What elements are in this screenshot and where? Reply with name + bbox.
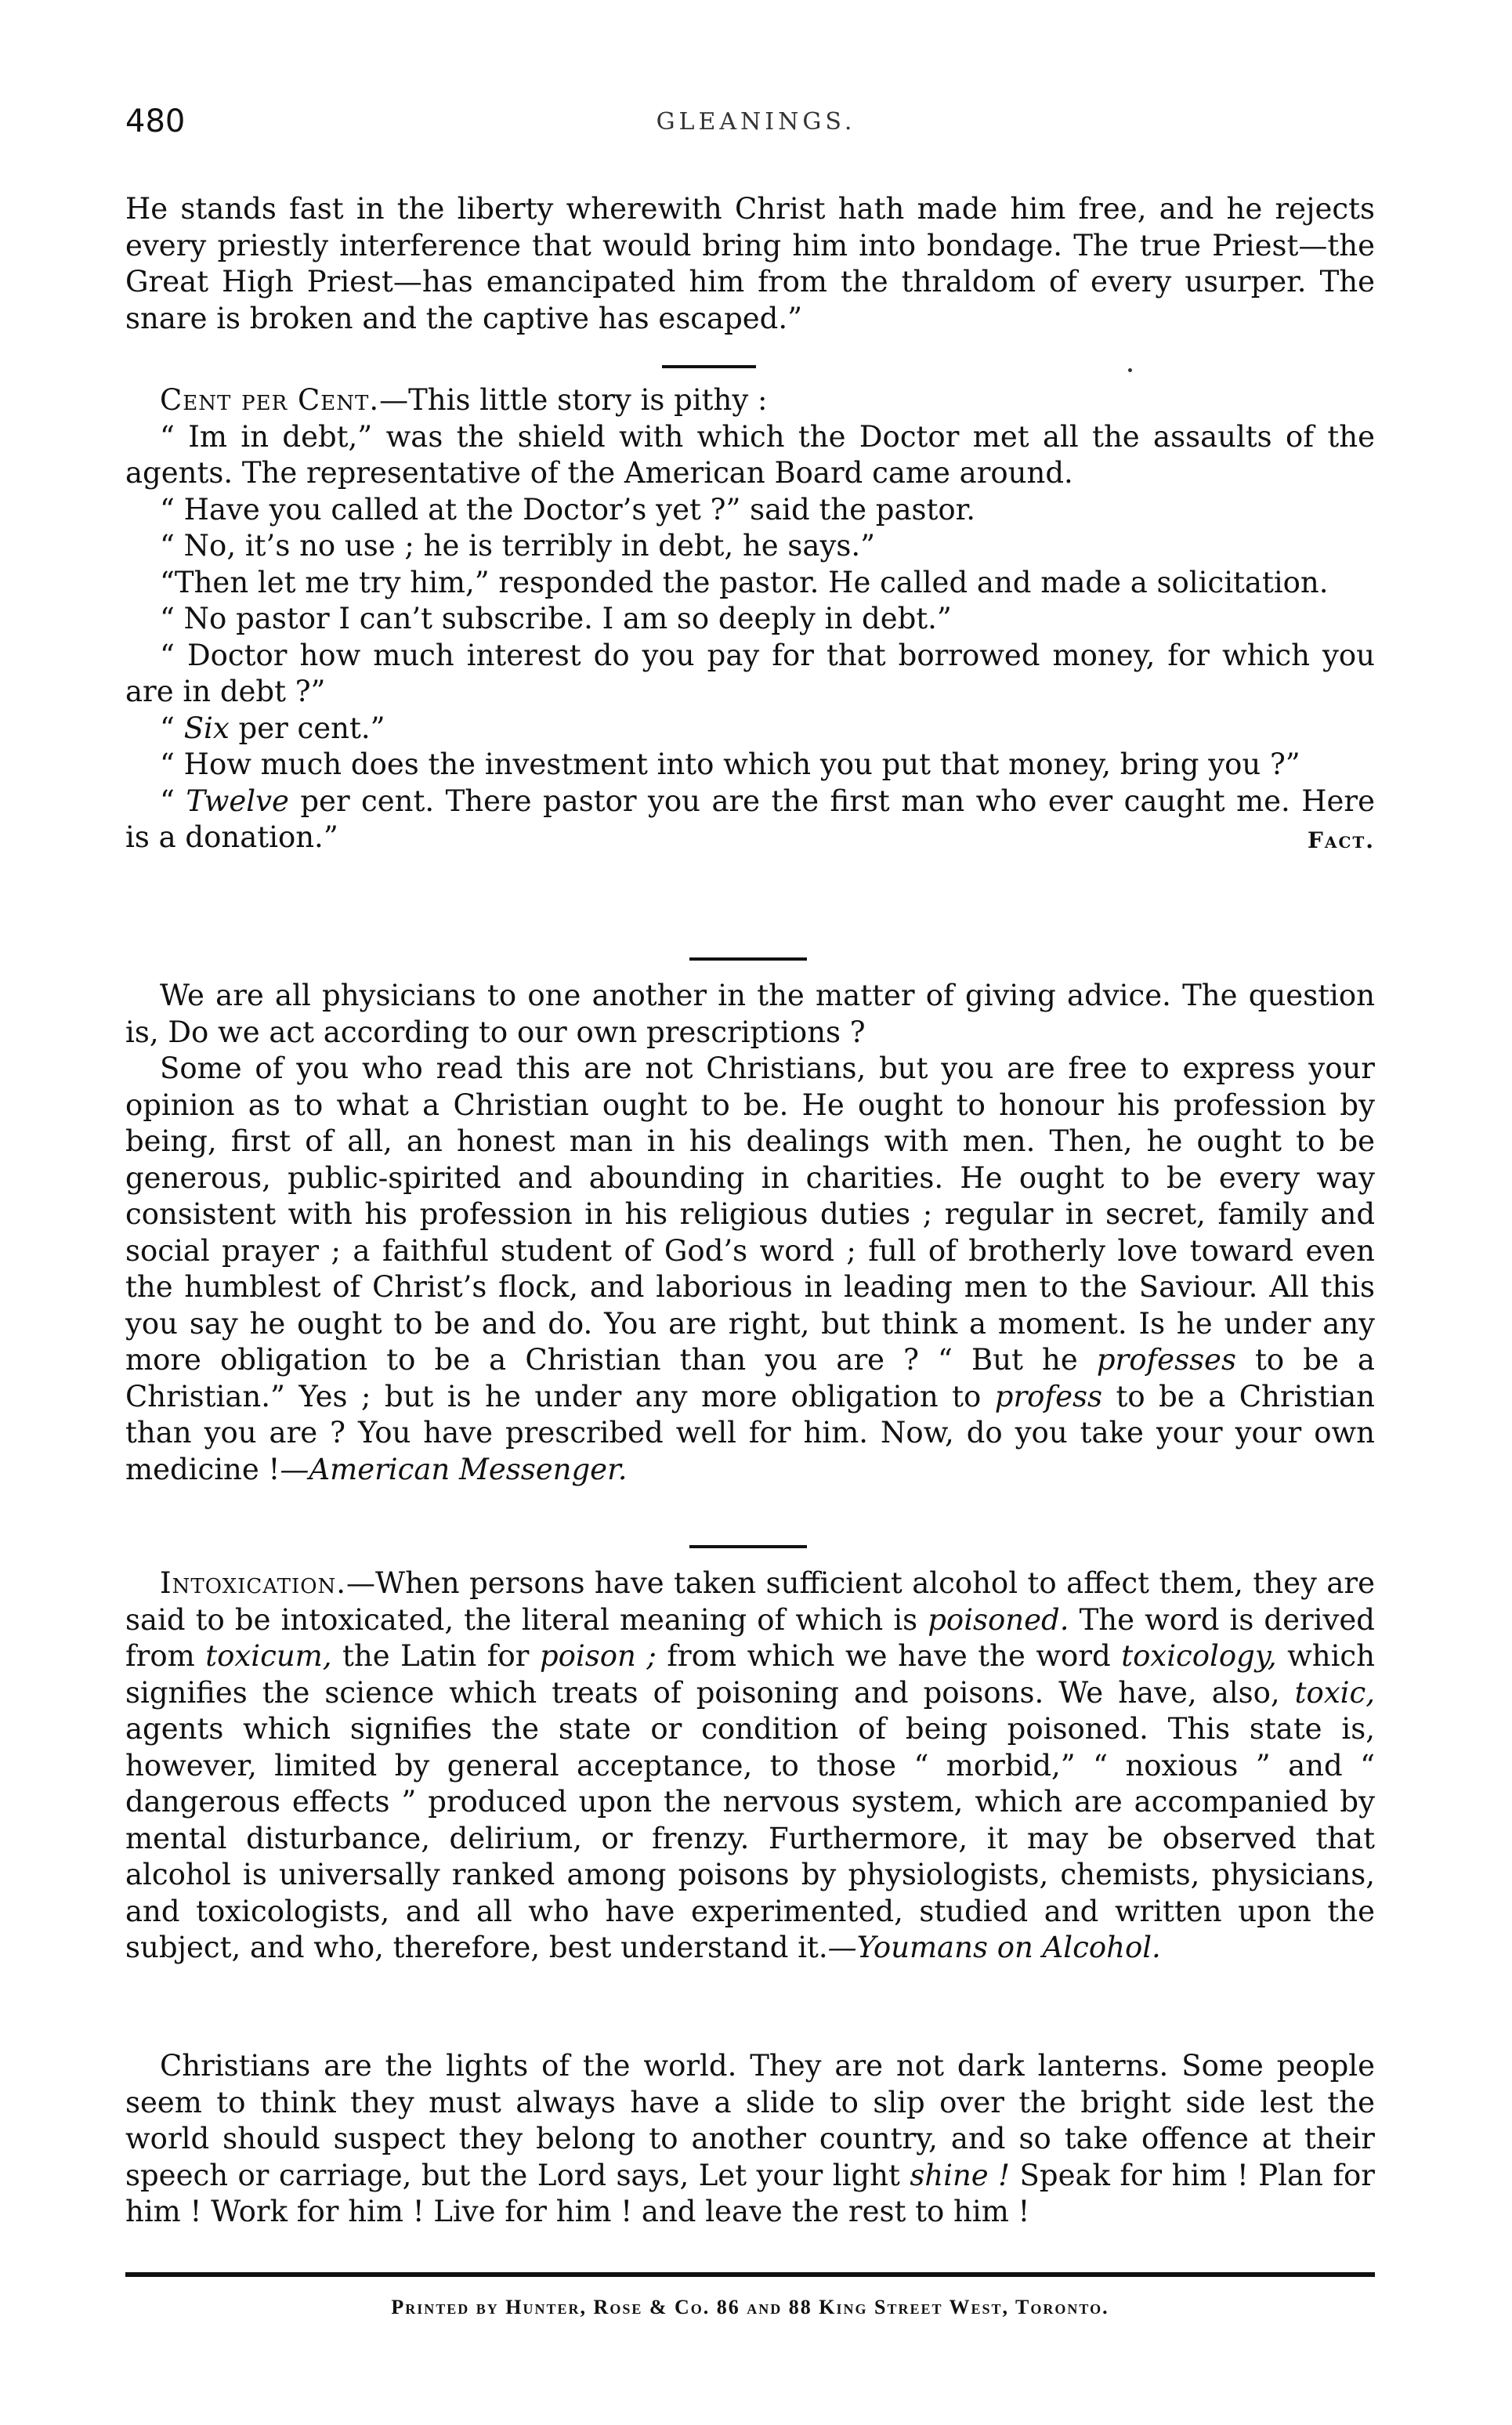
section-divider (662, 365, 756, 368)
dialogue-line: “ No, it’s no use ; he is terribly in debt, he says.” (160, 529, 876, 563)
section-divider (689, 1545, 807, 1548)
text-run: Some of you who read this are not Christians, but you are free to express your opinion as to what a Christian ought to be. He ought to honour his profession by being, first of all, an honest man in his dealings with men. Then, he ought to be generous, public-spirited and abounding in charities. He ought to be every way consistent with his profession in his religious duties ; regular in secret, family and social prayer ; a faithful student of God’s word ; full of brotherly love toward even the humblest of Christ’s flock, and laborious in leading men to the Saviour. All this you say he ought to be and do. You are right, but think a moment. Is he under any more obligation to be a Christian than you are ? “ But he (125, 1051, 1375, 1377)
text-run: Christians are the lights of the world. They are not dark lanterns. Some people seem to think they must always have a slide to slip over the bright side lest the world should suspect they belong to another country, and so take offence at their speech or carriage, but the Lord says, Let your light (125, 2049, 1375, 2192)
dialogue-line-six (125, 711, 1375, 747)
text-run: from which we have the word (656, 1639, 1122, 1673)
text-run: to be a Christian than you are ? You have prescribed well for him. Now, do you take your your own medicine ! (125, 1379, 1375, 1486)
printer-imprint: Printed by Hunter, Rose & Co. 86 and 88 King Street West, Toronto. (391, 2296, 1109, 2318)
emphasis-toxicum: toxicum, (205, 1639, 332, 1673)
text-run: —When persons have taken sufficient alcohol to affect them, they are said to be intoxicated, the literal meaning of which is (125, 1566, 1375, 1637)
quote-mark: “ (160, 711, 184, 745)
section-heading-cent-per-cent: Cent per Cent. (160, 383, 380, 417)
source-attribution: —American Messenger. (280, 1452, 628, 1486)
text-run: to be a Christian.” Yes ; but is he under any more obligation to (125, 1343, 1375, 1413)
section-divider (689, 957, 807, 961)
text-run: which signifies the science which treats of poisoning and poisons. We have, also, (125, 1639, 1375, 1710)
emphasis-shine: shine ! (910, 2158, 1011, 2192)
running-title: GLEANINGS. (656, 108, 856, 136)
dialogue-line: “ How much does the investment into which you put that money, bring you ?” (160, 747, 1300, 781)
text-run: Speak for him ! Plan for him ! Work for him ! Live for him ! and leave the rest to him ! (125, 2158, 1375, 2228)
emphasis-toxicology: toxicology, (1121, 1639, 1277, 1673)
emphasis-poisoned: poisoned. (928, 1602, 1069, 1637)
emphasis-professes: professes (1096, 1343, 1236, 1377)
print-speck (1128, 368, 1132, 372)
paragraph-liberty: He stands fast in the liberty wherewith Christ hath made him free, and he rejects every priestly interference that would bring him into bondage. The true Priest—the Great High Priest—has emancipated him from the thraldom of every usurper. The snare is broken and the captive has escaped.” (125, 192, 1375, 335)
section-heading-intoxication: Intoxication. (160, 1566, 347, 1600)
dialogue-line: “ No pastor I can’t subscribe. I am so deeply in debt.” (160, 602, 952, 635)
paragraph-physicians: We are all physicians to one another in the matter of giving advice. The question is, Do we act according to our own prescriptions ? (125, 979, 1375, 1049)
story-intro-text: —This little story is pithy : (379, 383, 768, 417)
emphasis-six: Six (183, 711, 230, 745)
dialogue-line: “ Doctor how much interest do you pay for that borrowed money, for which you are in debt ?” (125, 638, 1375, 708)
section-cent-per-cent (125, 382, 1375, 860)
dialogue-line: “ Im in debt,” was the shield with which the Doctor met all the assaults of the agents. The representative of the American Board came around. (125, 419, 1375, 490)
emphasis-toxic: toxic, (1294, 1675, 1375, 1710)
text-run: The word is derived from (125, 1602, 1375, 1673)
paragraph-intoxication (125, 1565, 1375, 1967)
paragraph-christian-obligation (125, 1051, 1375, 1488)
emphasis-twelve: Twelve (186, 784, 289, 818)
story-intro (125, 382, 1375, 419)
paragraph-lights (125, 2048, 1375, 2231)
quote-mark: “ (160, 784, 186, 818)
source-attribution: —Youmans on Alcohol. (827, 1931, 1161, 1964)
page-number: 480 (125, 103, 186, 139)
section-physicians (125, 978, 1375, 1488)
dialogue-line: “Then let me try him,” responded the pastor. He called and made a solicitation. (160, 565, 1329, 599)
section-intoxication (125, 1565, 1375, 1967)
emphasis-profess: profess (994, 1379, 1102, 1413)
signature-fact: Fact. (1308, 827, 1375, 853)
section-lights-of-world (125, 2048, 1375, 2231)
emphasis-poison: poison ; (539, 1639, 657, 1673)
text-run: the Latin for (331, 1639, 540, 1673)
section-liberty (125, 191, 1375, 337)
running-head (125, 103, 1387, 150)
text-run: agents which signifies the state or condition of being poisoned. This state is, however, limited by general acceptance, to those “ morbid,” “ noxious ” and “ dangerous effects ” produced upon the nervous system, which are accompanied by mental disturbance, delirium, or frenzy. Furthermore, it may be observed that alcohol is universally ranked among poisons by physiologists, chemists, physicians, and toxicologists, and all who have experimented, studied and written upon the subject, and who, therefore, best understand it. (125, 1712, 1375, 1964)
dialogue-line-twelve (125, 784, 1375, 856)
dialogue-text: per cent.” (229, 711, 385, 745)
dialogue-text: per cent. There pastor you are the first man who ever caught me. Here is a donation.” (125, 784, 1375, 854)
footer-rule (125, 2272, 1375, 2277)
dialogue-line: “ Have you called at the Doctor’s yet ?” said the pastor. (160, 492, 976, 527)
